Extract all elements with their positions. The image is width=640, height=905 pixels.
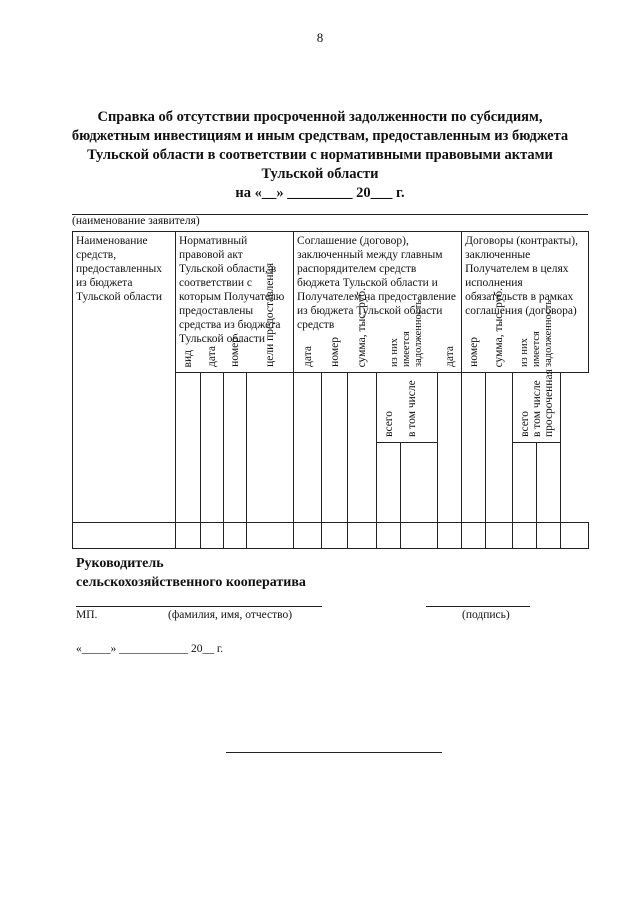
table-cell [294,523,322,549]
table-cell [176,523,201,549]
subheader-contract-debt: из них имеется задолженность [513,373,561,443]
table-cell [486,523,513,549]
table-cell [401,523,438,549]
page-number: 8 [316,30,324,45]
closing-line [226,752,442,753]
applicant-caption: (наименование заявителя) [72,215,200,227]
title-line: Тульской области [261,166,379,182]
stamp-label: МП. [76,609,98,621]
table-cell [322,523,348,549]
signature-caption: (подпись) [462,609,510,621]
subheader-agreement-debt: из них имеется задолженность [377,373,438,443]
table-cell [348,523,377,549]
subheader-agreement-date: дата [294,373,322,523]
debt-table [72,231,589,549]
subheader-act-date: дата [201,373,224,523]
signature-date: «_____» ____________ 20__ г. [76,643,224,655]
table-cell [201,523,224,549]
header-legal-act: Нормативный правовой акт Тульской области, в соответствии с которым Получателю предоставлены средства из бюджета Тульской области [176,232,294,373]
table-cell [561,523,589,549]
subheader-agreement-total: всего [377,443,401,523]
subheader-contract-date: дата [438,373,462,523]
subheader-contract-incl: в том числе просроченная [537,443,561,523]
subheader-agreement-sum: сумма, тыс. руб. [348,373,377,523]
header-contracts: Договоры (контракты), заключенные Получателем в целях исполнения обязательств в рамках соглашения (договора) [462,232,589,373]
subheader-agreement-number: номер [322,373,348,523]
subheader-agreement-incl: в том числе [401,443,438,523]
table-cell [377,523,401,549]
subheader-contract-total: всего [513,443,537,523]
subheader-act-number: номер [224,373,247,523]
title-line: бюджетным инвестициям и иным средствам, предоставленным из бюджета [71,128,569,144]
subheader-act-type: вид [176,373,201,523]
title-date-line: на «__» _________ 20___ г. [235,185,405,201]
table-cell [247,523,294,549]
signature-line [426,606,530,607]
subheader-contract-sum: сумма, тыс. руб. [486,373,513,523]
header-agreement: Соглашение (договор), заключенный между главным распорядителем средств бюджета Тульской области и Получателем на предоставление из бюджета Тульской области средств [294,232,462,373]
title-line: Справка об отсутствии просроченной задолженности по субсидиям, [97,109,543,125]
signature-heading-1: Руководитель [76,556,164,571]
fio-line [76,606,322,607]
table-cell [537,523,561,549]
table-cell [438,523,462,549]
table-cell [462,523,486,549]
fio-caption: (фамилия, имя, отчество) [168,609,293,621]
title-line: Тульской области в соответствии с нормативными правовыми актами [87,147,553,163]
table-cell [73,523,176,549]
subheader-act-purpose: цели предоставления [247,373,294,523]
document-title [60,108,580,203]
table-cell [513,523,537,549]
table-cell [224,523,247,549]
signature-heading-2: сельскохозяйственного кооператива [76,575,306,590]
subheader-contract-number: номер [462,373,486,523]
table-row [73,523,589,549]
header-funds-name: Наименование средств, предоставленных из бюджета Тульской области [73,232,176,523]
